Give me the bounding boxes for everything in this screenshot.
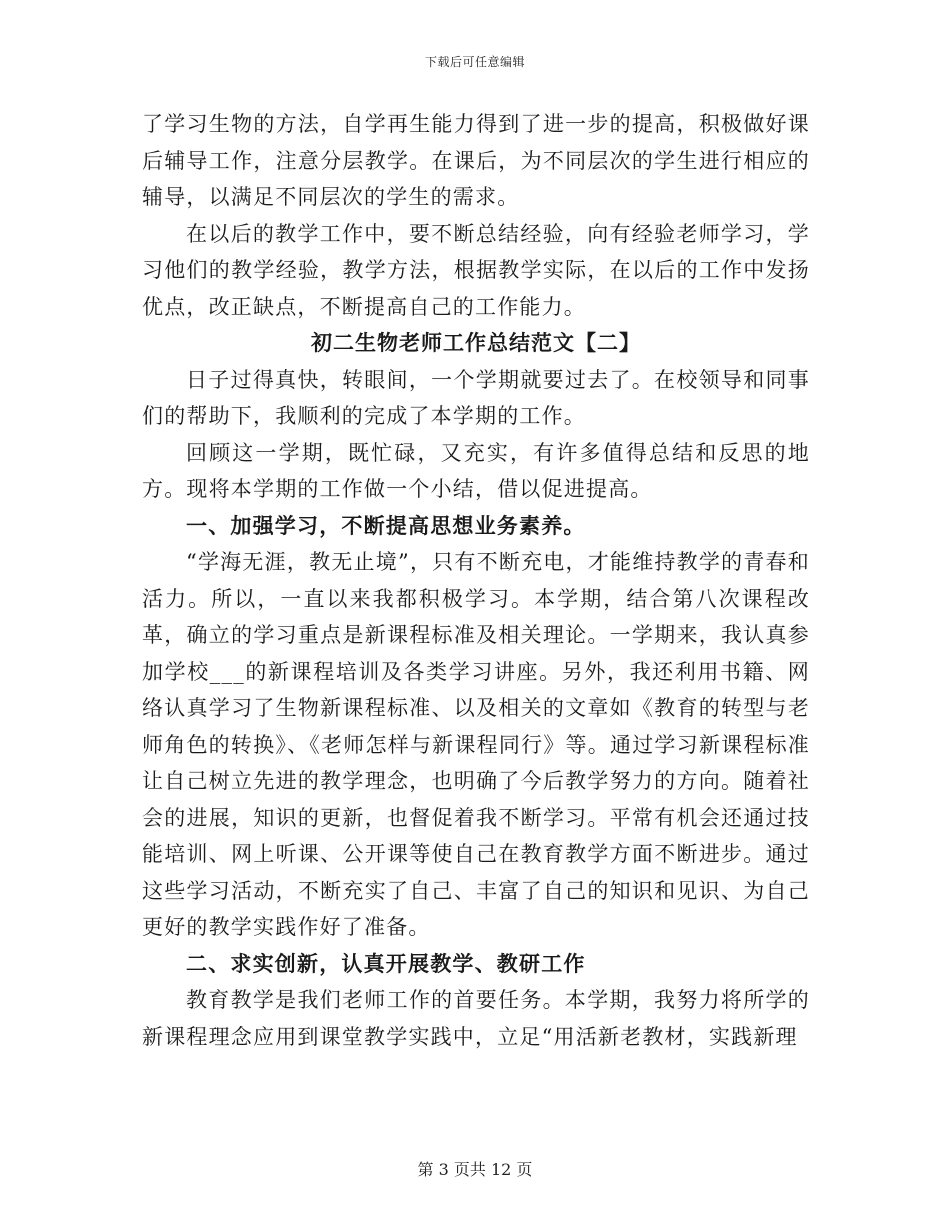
- subheading: 二、求实创新，认真开展教学、教研工作: [186, 950, 586, 976]
- paragraph: 教育教学是我们老师工作的首要任务。本学期，我努力将所学的新课程理念应用到课堂教学实践中，立足“用活新老教材，实践新理: [142, 988, 810, 1049]
- page-footer: 第 3 页共 12 页: [417, 1160, 533, 1179]
- document-body: [142, 106, 810, 1055]
- page-header: 下载后可任意编辑: [424, 55, 525, 69]
- paragraph: 日子过得真快，转眼间，一个学期就要过去了。在校领导和同事们的帮助下，我顺利的完成了本学期的工作。: [142, 367, 810, 428]
- section-title: 初二生物老师工作总结范文【二】: [311, 330, 641, 355]
- paragraph: “学海无涯，教无止境”，只有不断充电，才能维持教学的青春和活力。所以，一直以来我都积极学习。本学期，结合第八次课程改革，确立的学习重点是新课程标准及相关理论。一学期来，我认真参加学校___的新课程培训及各类学习讲座。另外，我还利用书籍、网络认真学习了生物新课程标准、以及相关的文章如《教育的转型与老师角色的转换》、《老师怎样与新课程同行》等。通过学习新课程标准让自己树立先进的教学理念，也明确了今后教学努力的方向。随着社会的进展，知识的更新，也督促着我不断学习。平常有机会还通过技能培训、网上听课、公开课等使自己在教育教学方面不断进步。通过这些学习活动，不断充实了自己、丰富了自己的知识和见识、为自己更好的教学实践作好了准备。: [142, 550, 810, 939]
- subheading: 一、加强学习，不断提高思想业务素养。: [186, 512, 586, 538]
- paragraph: 了学习生物的方法，自学再生能力得到了进一步的提高，积极做好课后辅导工作，注意分层教学。在课后，为不同层次的学生进行相应的辅导，以满足不同层次的学生的需求。: [142, 112, 810, 209]
- paragraph: 回顾这一学期，既忙碌，又充实，有许多值得总结和反思的地方。现将本学期的工作做一个小结，借以促进提高。: [142, 440, 810, 501]
- paragraph: 在以后的教学工作中，要不断总结经验，向有经验老师学习，学习他们的教学经验，教学方法，根据教学实际，在以后的工作中发扬优点，改正缺点，不断提高自己的工作能力。: [142, 221, 810, 319]
